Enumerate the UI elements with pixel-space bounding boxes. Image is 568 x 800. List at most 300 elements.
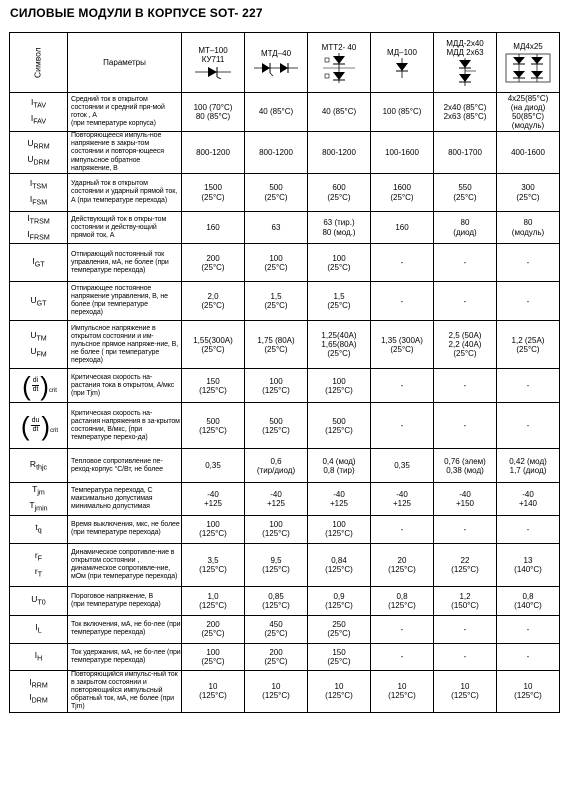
value-text: -: [463, 524, 467, 534]
value-cell: [182, 543, 245, 586]
parameter-description: [68, 643, 182, 670]
value-cell: [497, 93, 560, 132]
value-cell: [434, 670, 497, 712]
value-cell: [434, 403, 497, 449]
value-text: -: [463, 624, 467, 634]
value-cell: [434, 449, 497, 483]
value-cell: [497, 586, 560, 615]
table-row: [10, 132, 560, 174]
value-cell: [434, 543, 497, 586]
parameter-text: Ток удержания, мА, не бо-лее (при температуре перехода): [71, 648, 181, 664]
table-row: [10, 515, 560, 543]
parameter-description: [68, 212, 182, 244]
value-text: 800-1200: [259, 147, 293, 157]
value-cell: [245, 369, 308, 403]
symbol: $T_{jmin}$: [29, 500, 48, 513]
parameter-text: Пороговое напряжение, В (при температуре перехода): [71, 592, 161, 608]
value-cell: [182, 586, 245, 615]
value-text: 1,5 (25°С): [264, 292, 288, 311]
value-cell: [182, 174, 245, 212]
value-cell: [245, 615, 308, 643]
value-cell: [245, 244, 308, 282]
table-row: [10, 543, 560, 586]
parameters-table: [9, 32, 560, 713]
header-symbol: Символ: [32, 47, 43, 78]
symbol: $t_q$: [35, 522, 42, 536]
value-cell: [182, 321, 245, 369]
value-text: -: [400, 421, 404, 431]
value-cell: [371, 93, 434, 132]
device-name: МТ–100 КУ711: [198, 46, 228, 64]
value-cell: [182, 483, 245, 515]
value-text: 10 (125°С): [262, 682, 290, 701]
device-name: МД4х25: [513, 41, 543, 51]
table-row: [10, 586, 560, 615]
parameter-description: [68, 282, 182, 321]
symbol: $I_{GT}$: [32, 256, 45, 269]
value-text: -: [526, 624, 530, 634]
header-device-3: [371, 33, 434, 93]
value-text: -: [463, 381, 467, 391]
value-cell: [182, 93, 245, 132]
value-cell: [308, 174, 371, 212]
symbol-cell: [10, 321, 68, 369]
value-text: 100 (25°С): [264, 253, 288, 272]
value-cell: [434, 483, 497, 515]
parameter-text: Отпирающее постоянное напряжение управления, В, не более (при температуре перехода): [71, 285, 168, 317]
value-text: 40 (85°С): [258, 107, 294, 117]
value-cell: [371, 483, 434, 515]
value-cell: [308, 282, 371, 321]
value-cell: [497, 321, 560, 369]
value-text: 22 (125°С): [451, 555, 479, 574]
value-text: -: [463, 652, 467, 662]
symbol: ( $\frac{di}{dt}$ ) crit: [22, 370, 57, 401]
value-text: 100 (125°С): [262, 520, 290, 539]
header-device-5: [497, 33, 560, 93]
value-cell: [497, 132, 560, 174]
value-cell: [308, 586, 371, 615]
value-text: 1,35 (300А) (25°С): [381, 335, 423, 354]
value-text: -: [526, 421, 530, 431]
symbol: $T_{jm}$: [32, 484, 45, 498]
symbol-cell: [10, 212, 68, 244]
symbol: $R_{thjc}$: [29, 459, 48, 472]
value-text: 100 (125°С): [262, 376, 290, 395]
value-text: 100-1600: [385, 147, 419, 157]
parameter-text: Повторяющийся импульс-ный ток в закрытом состоянии и повторяющийся импульсный обратный ток, мА, не более (при Tjm): [71, 671, 178, 711]
table-row: [10, 212, 560, 244]
value-text: 63 (тир.) 80 (мод.): [322, 218, 356, 237]
value-text: 500 (125°С): [325, 416, 353, 435]
symbol: $I_{DRM}$: [29, 692, 48, 705]
value-cell: [245, 403, 308, 449]
value-cell: [308, 643, 371, 670]
symbol: $I_{TSM}$: [29, 177, 48, 191]
value-text: 10 (125°С): [325, 682, 353, 701]
symbol: $I_{RRM}$: [29, 676, 48, 690]
symbol-cell: [10, 244, 68, 282]
value-cell: [434, 586, 497, 615]
value-text: 100 (25°С): [327, 253, 351, 272]
parameter-description: [68, 174, 182, 212]
value-text: 0,35: [205, 461, 221, 471]
value-text: 100 (85°С): [382, 107, 422, 117]
value-cell: [245, 282, 308, 321]
value-text: 40 (85°С): [321, 107, 357, 117]
value-text: 100 (25°С): [201, 647, 225, 666]
parameter-text: Ударный ток в открытом состоянии и ударный прямой ток, А (при температуре перехода): [71, 180, 178, 204]
value-text: -: [463, 296, 467, 306]
symbol: $I_{TRSM}$: [27, 213, 50, 226]
symbol-cell: [10, 282, 68, 321]
value-text: 0,85 (125°С): [262, 591, 290, 610]
value-text: 300 (25°С): [516, 183, 540, 202]
value-cell: [371, 403, 434, 449]
value-cell: [245, 132, 308, 174]
value-text: 0,4 (мод) 0,8 (тир): [322, 456, 356, 475]
value-text: -: [526, 258, 530, 268]
value-text: 3,5 (125°С): [199, 555, 227, 574]
value-cell: [371, 643, 434, 670]
value-text: -: [400, 381, 404, 391]
symbol-cell: [10, 93, 68, 132]
device-name: МТТ2- 40: [321, 42, 357, 52]
parameter-text: Средний ток в открытом состоянии и средний пря-мой готок , А (при температуре корпуса): [71, 95, 165, 128]
value-cell: [434, 212, 497, 244]
header-device-1: [245, 33, 308, 93]
value-cell: [497, 403, 560, 449]
value-cell: [371, 369, 434, 403]
parameter-description: [68, 543, 182, 586]
value-cell: [371, 282, 434, 321]
value-text: 200 (25°С): [264, 647, 288, 666]
value-cell: [308, 369, 371, 403]
value-text: 10 (125°С): [199, 682, 227, 701]
value-text: -: [526, 381, 530, 391]
value-text: 0,6 (тир/диод): [256, 456, 296, 475]
table-row: [10, 321, 560, 369]
value-text: 80 (модуль): [511, 218, 545, 237]
value-cell: [497, 483, 560, 515]
value-text: 500 (125°С): [199, 416, 227, 435]
symbol: $I_L$: [35, 622, 42, 636]
table-row: [10, 93, 560, 132]
parameter-description: [68, 93, 182, 132]
value-cell: [182, 615, 245, 643]
value-cell: [308, 615, 371, 643]
value-cell: [497, 615, 560, 643]
value-text: -40 +125: [203, 489, 223, 509]
value-cell: [434, 515, 497, 543]
table-row: [10, 483, 560, 515]
value-text: -40 +125: [392, 489, 412, 509]
value-text: 200 (25°С): [201, 253, 225, 272]
value-text: 800-1700: [448, 147, 482, 157]
parameter-description: [68, 403, 182, 449]
symbol: $U_{RRM}$: [27, 137, 50, 151]
symbol: $U_{GT}$: [30, 294, 47, 308]
value-cell: [308, 403, 371, 449]
value-text: 10 (125°С): [388, 682, 416, 701]
header-symbol-cell: [10, 33, 68, 93]
value-text: 100 (125°С): [325, 520, 353, 539]
symbol: $I_H$: [34, 649, 43, 663]
symbol: $U_{T0}$: [31, 593, 46, 607]
value-text: 100 (125°С): [325, 376, 353, 395]
parameter-description: [68, 369, 182, 403]
value-cell: [182, 132, 245, 174]
header-device-2: [308, 33, 371, 93]
value-text: -40 +125: [266, 489, 286, 509]
diode-bridge-icon: [503, 52, 553, 84]
value-cell: [497, 543, 560, 586]
value-cell: [245, 543, 308, 586]
value-cell: [182, 282, 245, 321]
value-cell: [371, 212, 434, 244]
value-text: 0,9 (125°С): [325, 591, 353, 610]
symbol-cell: [10, 174, 68, 212]
value-text: -40 +125: [329, 489, 349, 509]
parameter-text: Температура перехода, С максимально допустимая минимально допустимая: [71, 486, 153, 511]
value-text: 2х40 (85°С) 2х63 (85°С): [443, 102, 487, 121]
table-row: [10, 403, 560, 449]
value-cell: [434, 132, 497, 174]
value-cell: [182, 212, 245, 244]
value-text: 63: [271, 223, 281, 233]
value-cell: [434, 615, 497, 643]
value-text: -40 +150: [455, 489, 475, 509]
value-text: 1,2 (25А) (25°С): [511, 335, 545, 354]
symbol-cell: [10, 543, 68, 586]
symbol-cell: [10, 449, 68, 483]
header-device-4: [434, 33, 497, 93]
parameter-description: [68, 321, 182, 369]
parameter-description: [68, 132, 182, 174]
value-cell: [308, 449, 371, 483]
value-cell: [434, 643, 497, 670]
table-row: [10, 449, 560, 483]
header-device-0: [182, 33, 245, 93]
value-cell: [434, 282, 497, 321]
parameter-description: [68, 483, 182, 515]
value-cell: [245, 93, 308, 132]
value-cell: [371, 670, 434, 712]
value-text: 160: [206, 223, 220, 233]
value-cell: [371, 244, 434, 282]
symbol-cell: [10, 670, 68, 712]
symbol-cell: [10, 615, 68, 643]
diode-icon: [392, 58, 412, 78]
value-text: 600 (25°С): [327, 183, 351, 202]
value-text: 20 (125°С): [388, 555, 416, 574]
value-text: -: [400, 624, 404, 634]
value-text: -: [463, 421, 467, 431]
value-cell: [308, 244, 371, 282]
header-row: [10, 33, 560, 93]
value-text: 80 (диод): [453, 218, 477, 237]
value-text: 550 (25°С): [453, 183, 477, 202]
value-text: 1,5 (25°С): [327, 292, 351, 311]
dual-thyristor-icon: [319, 53, 359, 83]
value-cell: [182, 515, 245, 543]
value-text: -: [400, 652, 404, 662]
value-cell: [497, 449, 560, 483]
value-cell: [245, 643, 308, 670]
value-text: 0,8 (140°С): [514, 591, 542, 610]
value-cell: [308, 515, 371, 543]
device-name: МД–100: [387, 47, 417, 57]
value-cell: [308, 670, 371, 712]
value-cell: [497, 282, 560, 321]
value-cell: [308, 212, 371, 244]
value-cell: [434, 174, 497, 212]
value-text: 9,5 (125°С): [262, 555, 290, 574]
value-cell: [308, 483, 371, 515]
value-text: 0,8 (125°С): [388, 591, 416, 610]
parameter-description: [68, 615, 182, 643]
table-row: [10, 174, 560, 212]
table-row: [10, 643, 560, 670]
value-cell: [308, 132, 371, 174]
parameter-text: Ток включения, мА, не бо-лее (при температуре перехода): [71, 621, 181, 637]
table-row: [10, 282, 560, 321]
value-cell: [497, 643, 560, 670]
value-text: 4х25(85°С) (на диод) 50(85°С) (модуль): [507, 93, 549, 131]
value-text: -: [526, 296, 530, 306]
value-text: 1600 (25°С): [390, 183, 414, 202]
value-cell: [308, 93, 371, 132]
value-text: -: [526, 524, 530, 534]
value-cell: [371, 515, 434, 543]
value-cell: [371, 132, 434, 174]
value-cell: [245, 670, 308, 712]
value-text: 1,0 (125°С): [199, 591, 227, 610]
value-text: 2,0 (25°С): [201, 292, 225, 311]
value-cell: [371, 543, 434, 586]
value-text: -40 +140: [518, 489, 538, 509]
value-text: -: [400, 296, 404, 306]
parameter-text: Тепловое сопротивление пе-реход-корпус °С/Вт, не более: [71, 457, 163, 473]
page-title: СИЛОВЫЕ МОДУЛИ В КОРПУСЕ SOT- 227: [10, 6, 263, 20]
value-cell: [434, 244, 497, 282]
value-cell: [497, 244, 560, 282]
value-cell: [308, 543, 371, 586]
value-text: 13 (140°С): [514, 555, 542, 574]
symbol: $U_{FM}$: [30, 345, 47, 359]
value-cell: [245, 483, 308, 515]
value-text: 400-1600: [511, 147, 545, 157]
value-text: 0,84 (125°С): [325, 555, 353, 574]
value-text: 1,2 (150°С): [451, 591, 479, 610]
header-params-cell: [68, 33, 182, 93]
value-cell: [497, 174, 560, 212]
value-cell: [497, 212, 560, 244]
value-cell: [182, 449, 245, 483]
value-text: 150 (125°С): [199, 376, 227, 395]
value-cell: [245, 515, 308, 543]
value-cell: [182, 670, 245, 712]
parameter-text: Критическая скорость на-растания тока в открытом, А/мкс (при Tjm): [71, 373, 175, 397]
value-text: 1,55(300А) (25°С): [193, 335, 233, 354]
table-row: [10, 244, 560, 282]
value-text: -: [400, 524, 404, 534]
value-text: 450 (25°С): [264, 620, 288, 639]
value-text: 250 (25°С): [327, 620, 351, 639]
table-row: [10, 369, 560, 403]
value-cell: [371, 586, 434, 615]
symbol-cell: [10, 643, 68, 670]
value-text: 2,5 (50А) 2,2 (40А) (25°С): [448, 331, 482, 359]
value-cell: [371, 321, 434, 369]
parameter-description: [68, 586, 182, 615]
parameter-text: Время выключения, мкс, не более (при температуре перехода): [71, 521, 180, 537]
symbol: $r_F$: [34, 550, 43, 563]
parameter-description: [68, 670, 182, 712]
value-text: 10 (125°С): [451, 682, 479, 701]
symbol-cell: [10, 132, 68, 174]
value-cell: [182, 403, 245, 449]
symbol: $I_{FAV}$: [30, 113, 47, 126]
value-cell: [182, 643, 245, 670]
symbol-cell: [10, 586, 68, 615]
table-row: [10, 615, 560, 643]
symbol-cell: [10, 403, 68, 449]
value-cell: [371, 615, 434, 643]
parameter-text: Импульсное напряжение в открытом состоянии и им-пульсное прямое напряже-ние, В, не более ( при температуре перехода): [71, 324, 179, 365]
value-text: 800-1200: [196, 147, 230, 157]
value-text: 160: [395, 223, 409, 233]
value-cell: [497, 515, 560, 543]
parameter-description: [68, 244, 182, 282]
value-text: 200 (25°С): [201, 620, 225, 639]
value-text: 0,42 (мод) 1,7 (диод): [509, 456, 547, 475]
parameter-description: [68, 449, 182, 483]
symbol: ( $\frac{du}{dt}$ ) crit: [20, 410, 59, 441]
value-text: 500 (125°С): [262, 416, 290, 435]
value-text: 0,35: [394, 461, 410, 471]
symbol: $U_{TM}$: [30, 330, 47, 343]
value-text: 800-1200: [322, 147, 356, 157]
value-text: 1,25(40А) 1,65(80А) (25°С): [321, 331, 357, 359]
value-text: 0,76 (элем) 0,38 (мод): [444, 456, 486, 475]
value-cell: [308, 321, 371, 369]
value-text: 100 (70°С) 80 (85°С): [193, 102, 233, 121]
value-text: -: [400, 258, 404, 268]
header-params: Параметры: [103, 57, 146, 67]
value-cell: [434, 321, 497, 369]
value-cell: [245, 321, 308, 369]
parameter-description: [68, 515, 182, 543]
value-text: 1500 (25°С): [201, 183, 225, 202]
value-cell: [434, 369, 497, 403]
value-cell: [182, 369, 245, 403]
value-text: -: [463, 258, 467, 268]
thyristor-icon: [195, 65, 231, 79]
symbol: $I_{TAV}$: [30, 97, 47, 110]
parameter-text: Критическая скорость на-растания напряжения в за-крытом состоянии, В/мкс, (при температуре перехо-да): [71, 409, 180, 441]
value-cell: [245, 586, 308, 615]
value-cell: [371, 174, 434, 212]
symbol-cell: [10, 483, 68, 515]
parameter-text: Динамическое сопротивле-ние в открытом состоянии , динамическое сопротивле-ние, мОм (при температуре перехода): [71, 548, 178, 580]
table-row: [10, 670, 560, 712]
value-text: -: [526, 652, 530, 662]
dual-diode-icon: [450, 58, 480, 86]
symbol-cell: [10, 369, 68, 403]
symbol: $r_T$: [34, 565, 43, 579]
value-text: 150 (25°С): [327, 647, 351, 666]
